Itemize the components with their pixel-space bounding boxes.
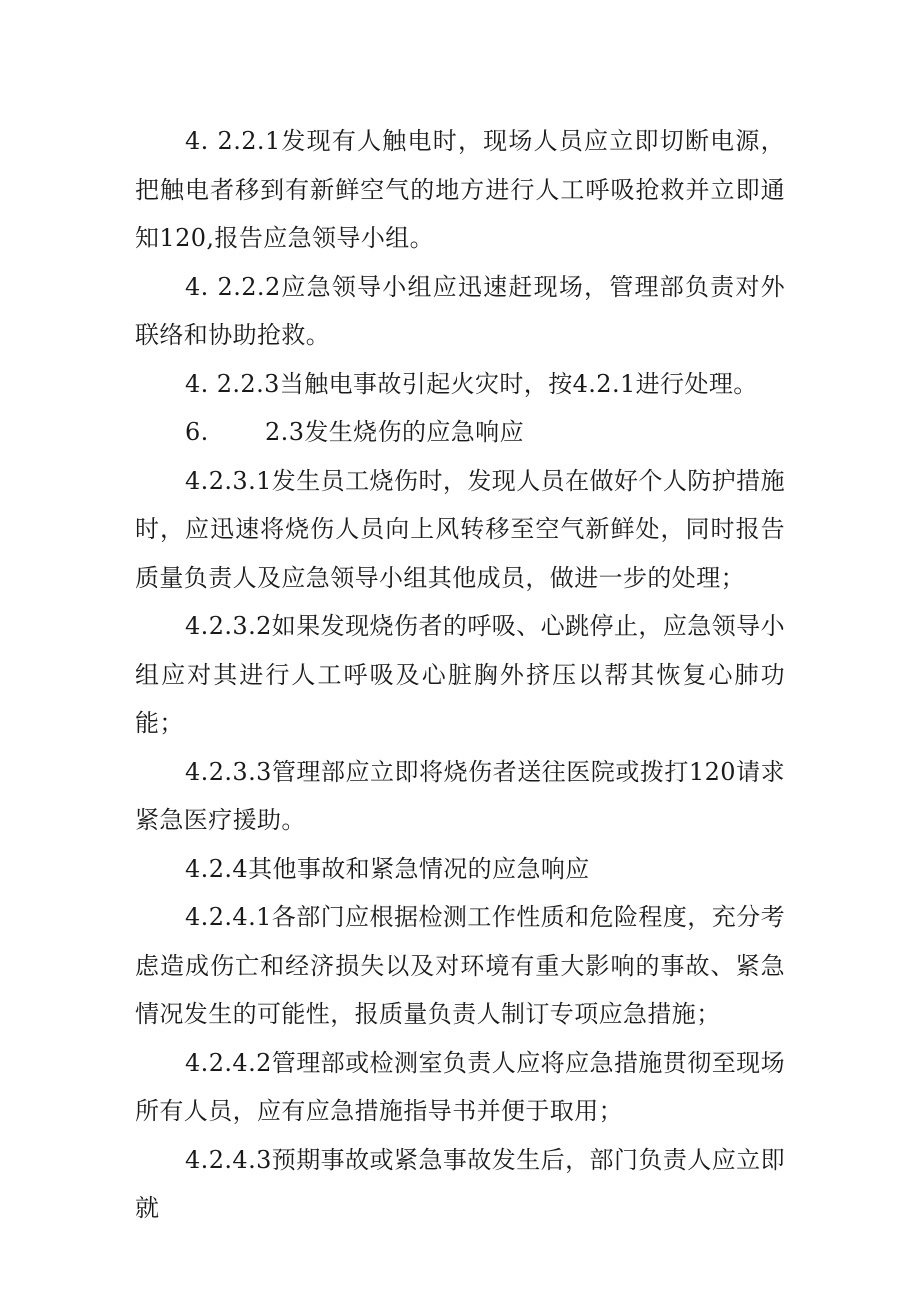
paragraph-4-2-4-2: 4.2.4.2管理部或检测室负责人应将应急措施贯彻至现场所有人员，应有应急措施指导书并便于取用；: [135, 1048, 785, 1125]
paragraph-4-2-3-1: 4.2.3.1发生员工烧伤时，发现人员在做好个人防护措施时，应迅速将烧伤人员向上风转移至空气新鲜处，同时报告质量负责人及应急领导小组其他成员，做进一步的处理；: [135, 466, 785, 592]
section-heading-other-accidents: 4.2.4其他事故和紧急情况的应急响应: [185, 854, 590, 883]
paragraph-4-2-4-1: 4.2.4.1各部门应根据检测工作性质和危险程度，充分考虑造成伤亡和经济损失以及对环境有重大影响的事故、紧急情况发生的可能性，报质量负责人制订专项应急措施；: [135, 903, 785, 1028]
paragraph-4-2-2-3: 4. 2.2.3当触电事故引起火灾时，按4.2.1进行处理。: [185, 369, 758, 398]
paragraph-4-2-2-2: 4. 2.2.2应急领导小组应迅速赶现场，管理部负责对外联络和协助抢救。: [135, 272, 785, 349]
paragraph-4-2-2-1: 4. 2.2.1发现有人触电时，现场人员应立即切断电源，把触电者移到有新鲜空气的地方进行人工呼吸抢救并立即通知120,报告应急领导小组。: [135, 127, 785, 252]
paragraph-4-2-3-3: 4.2.3.3管理部应立即将烧伤者送往医院或拨打120请求紧急医疗援助。: [135, 757, 785, 834]
section-heading-number: 6.: [185, 418, 209, 446]
section-heading-burn-response: [135, 408, 785, 457]
section-heading-text: 2.3发生烧伤的应急响应: [265, 418, 524, 446]
paragraph-4-2-3-2: 4.2.3.2如果发现烧伤者的呼吸、心跳停止，应急领导小组应对其进行人工呼吸及心脏胸外挤压以帮其恢复心肺功能；: [135, 612, 785, 737]
document-body: [135, 117, 785, 1233]
paragraph-4-2-4-3: 4.2.4.3预期事故或紧急事故发生后，部门负责人应立即就: [135, 1145, 785, 1222]
